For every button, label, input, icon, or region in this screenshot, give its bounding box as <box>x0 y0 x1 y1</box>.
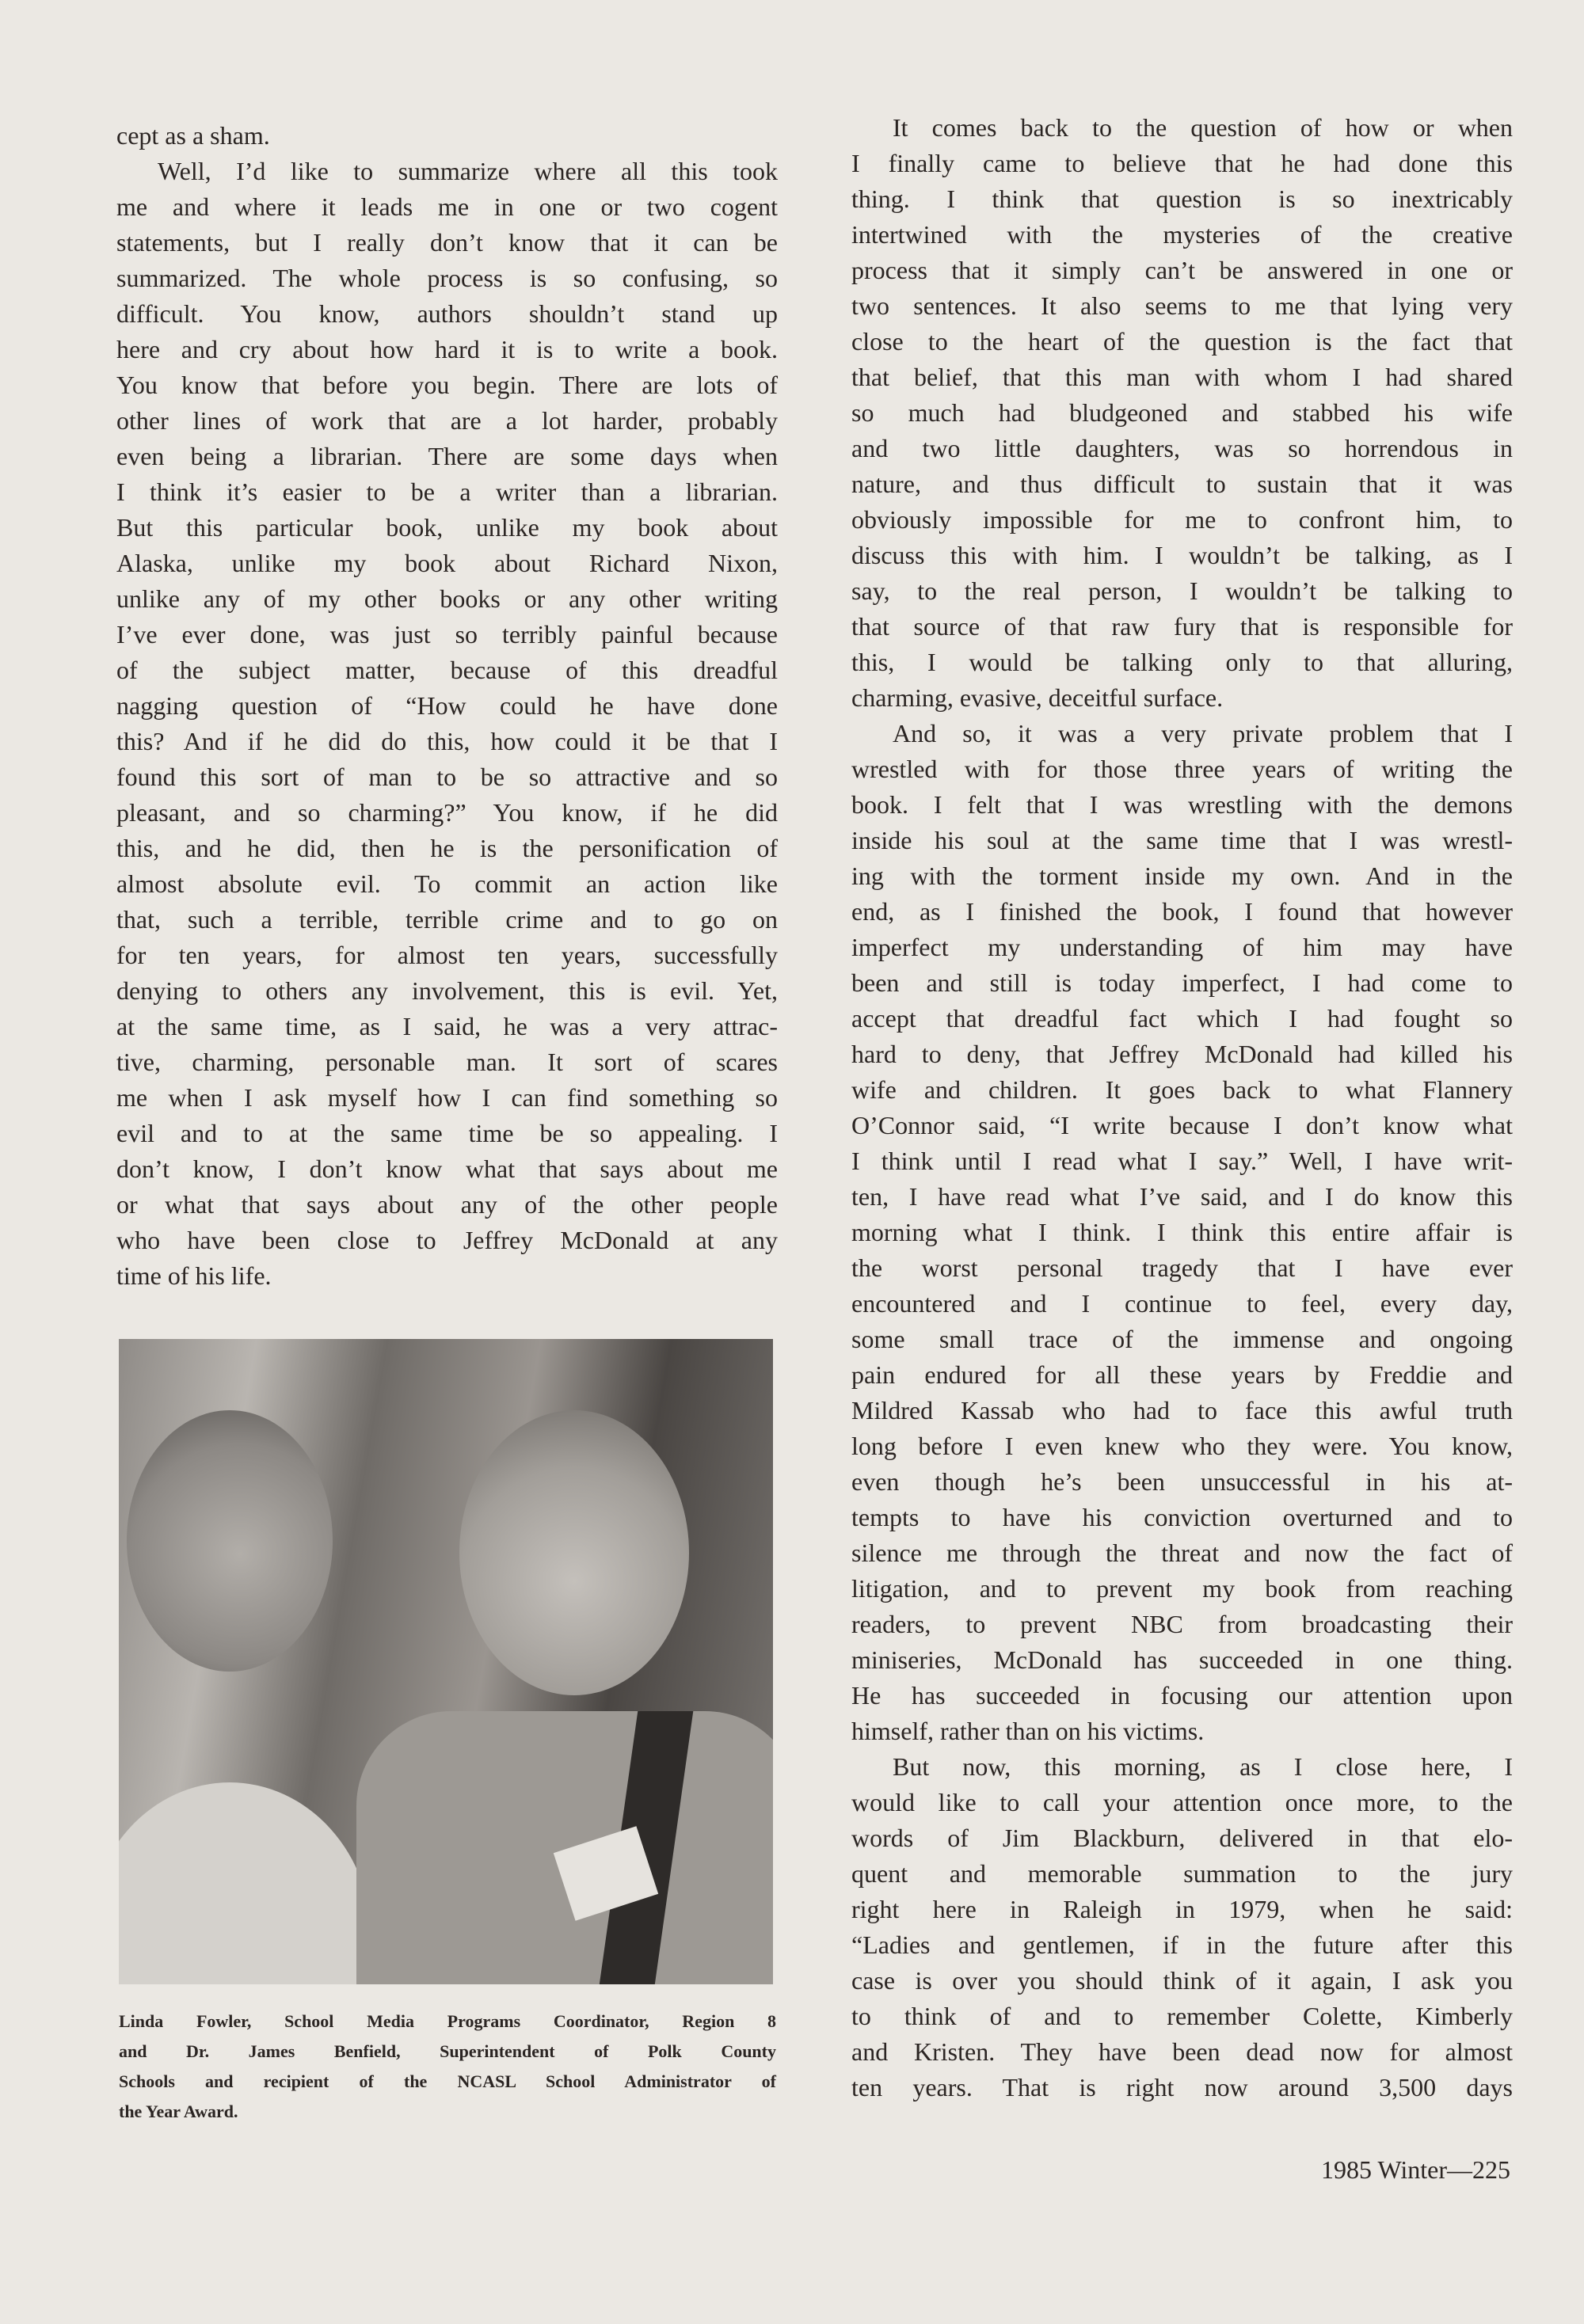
paragraph <box>851 1749 1513 2105</box>
text-line: statements, but I really don’t know that it can be <box>116 228 778 257</box>
paragraph <box>116 118 778 154</box>
text-line: It comes back to the question of how or when <box>893 113 1513 142</box>
text-line: for ten years, for almost ten years, successfully <box>116 941 778 969</box>
text-line: so much had bludgeoned and stabbed his wife <box>851 398 1513 427</box>
text-line: or what that says about any of the other people <box>116 1190 778 1219</box>
text-line: who have been close to Jeffrey McDonald at any <box>116 1226 778 1254</box>
text-line: ing with the torment inside my own. And in the <box>851 862 1513 890</box>
text-line: O’Connor said, “I write because I don’t know what <box>851 1111 1513 1139</box>
text-line: of the subject matter, because of this dreadful <box>116 656 778 684</box>
text-line: case is over you should think of it again, I ask you <box>851 1966 1513 1995</box>
text-line: quent and memorable summation to the jury <box>851 1859 1513 1888</box>
text-line: morning what I think. I think this entire affair is <box>851 1218 1513 1246</box>
woman-figure <box>127 1410 333 1672</box>
text-line: But this particular book, unlike my book about <box>116 513 778 542</box>
caption-line: Linda Fowler, School Media Programs Coordinator, Region 8 <box>119 2011 776 2031</box>
caption-line: the Year Award. <box>119 2101 238 2121</box>
text-line: litigation, and to prevent my book from reaching <box>851 1574 1513 1603</box>
text-line: intertwined with the mysteries of the creative <box>851 220 1513 249</box>
text-line: He has succeeded in focusing our attention upon <box>851 1681 1513 1710</box>
text-line: nagging question of “How could he have done <box>116 691 778 720</box>
text-line: this? And if he did do this, how could it be that I <box>116 727 778 755</box>
text-line: denying to others any involvement, this is evil. Yet, <box>116 976 778 1005</box>
text-line: been and still is today imperfect, I had come to <box>851 968 1513 997</box>
text-line: unlike any of my other books or any other writing <box>116 584 778 613</box>
text-line: thing. I think that question is so inextricably <box>851 184 1513 213</box>
text-line: Mildred Kassab who had to face this awful truth <box>851 1396 1513 1424</box>
text-line: pain endured for all these years by Freddie and <box>851 1360 1513 1389</box>
text-line: ten, I have read what I’ve said, and I do know this <box>851 1182 1513 1211</box>
text-line: tempts to have his conviction overturned and to <box>851 1503 1513 1531</box>
text-line: himself, rather than on his victims. <box>851 1717 1205 1745</box>
text-line: “Ladies and gentlemen, if in the future after this <box>851 1930 1513 1959</box>
text-line: evil and to at the same time be so appealing. I <box>116 1119 778 1147</box>
text-line: time of his life. <box>116 1261 272 1290</box>
text-line: summarized. The whole process is so confusing, so <box>116 264 778 292</box>
text-line: at the same time, as I said, he was a very attrac- <box>116 1012 778 1040</box>
text-line: me and where it leads me in one or two cogent <box>116 192 778 221</box>
paragraph <box>851 110 1513 716</box>
right-text-column <box>851 110 1513 2105</box>
text-line: cept as a sham. <box>116 121 270 150</box>
text-line: discuss this with him. I wouldn’t be talking, as I <box>851 541 1513 569</box>
text-line: this, and he did, then he is the personification of <box>116 834 778 862</box>
page-footer: 1985 Winter—225 <box>1321 2155 1510 2184</box>
text-line: end, as I finished the book, I found that however <box>851 897 1513 926</box>
text-line: I think until I read what I say.” Well, I have writ- <box>851 1147 1513 1175</box>
text-line: say, to the real person, I wouldn’t be talking to <box>851 576 1513 605</box>
text-line: difficult. You know, authors shouldn’t stand up <box>116 299 778 328</box>
text-line: and Kristen. They have been dead now for almost <box>851 2037 1513 2066</box>
text-line: almost absolute evil. To commit an action like <box>116 869 778 898</box>
paragraph <box>851 716 1513 1749</box>
text-line: that belief, that this man with whom I had shared <box>851 363 1513 391</box>
caption-line: Schools and recipient of the NCASL School Administrator of <box>119 2071 776 2091</box>
man-suit <box>356 1711 773 1984</box>
text-line: charming, evasive, deceitful surface. <box>851 683 1224 712</box>
text-line: wife and children. It goes back to what Flannery <box>851 1075 1513 1104</box>
text-line: here and cry about how hard it is to write a book. <box>116 335 778 363</box>
text-line: the worst personal tragedy that I have ever <box>851 1253 1513 1282</box>
text-line: to think of and to remember Colette, Kimberly <box>851 2002 1513 2030</box>
text-line: You know that before you begin. There are lots of <box>116 371 778 399</box>
text-line: silence me through the threat and now the fact of <box>851 1539 1513 1567</box>
text-line: I finally came to believe that he had done this <box>851 149 1513 177</box>
text-line: encountered and I continue to feel, every day, <box>851 1289 1513 1318</box>
text-line: And so, it was a very private problem that I <box>893 719 1513 747</box>
text-line: Alaska, unlike my book about Richard Nixon, <box>116 549 778 577</box>
text-line: other lines of work that are a lot harder, probably <box>116 406 778 435</box>
text-line: even being a librarian. There are some days when <box>116 442 778 470</box>
text-line: accept that dreadful fact which I had fought so <box>851 1004 1513 1033</box>
text-line: found this sort of man to be so attractive and so <box>116 763 778 791</box>
text-line: book. I felt that I was wrestling with the demons <box>851 790 1513 819</box>
text-line: two sentences. It also seems to me that lying very <box>851 291 1513 320</box>
man-figure <box>459 1410 689 1695</box>
text-line: would like to call your attention once more, to the <box>851 1788 1513 1816</box>
woman-shoulder <box>119 1782 372 1984</box>
text-line: that source of that raw fury that is responsible for <box>851 612 1513 641</box>
text-line: But now, this morning, as I close here, I <box>893 1752 1513 1781</box>
text-line: words of Jim Blackburn, delivered in that elo- <box>851 1824 1513 1852</box>
text-line: right here in Raleigh in 1979, when he said: <box>851 1895 1513 1923</box>
text-line: and two little daughters, was so horrendous in <box>851 434 1513 462</box>
left-text-column <box>116 118 778 1294</box>
text-line: pleasant, and so charming?” You know, if he did <box>116 798 778 827</box>
text-line: readers, to prevent NBC from broadcasting their <box>851 1610 1513 1638</box>
photo-caption <box>119 2006 776 2127</box>
text-line: ten years. That is right now around 3,500 days <box>851 2073 1513 2101</box>
text-line: miniseries, McDonald has succeeded in one thing. <box>851 1645 1513 1674</box>
text-line: tive, charming, personable man. It sort of scares <box>116 1048 778 1076</box>
text-line: this, I would be talking only to that alluring, <box>851 648 1513 676</box>
text-line: imperfect my understanding of him may have <box>851 933 1513 961</box>
text-line: inside his soul at the same time that I was wrestl- <box>851 826 1513 854</box>
text-line: even though he’s been unsuccessful in his at- <box>851 1467 1513 1496</box>
photo-linda-fowler-james-benfield <box>119 1339 773 1984</box>
text-line: wrestled with for those three years of writing the <box>851 755 1513 783</box>
text-line: obviously impossible for me to confront him, to <box>851 505 1513 534</box>
text-line: I’ve ever done, was just so terribly painful because <box>116 620 778 649</box>
text-line: don’t know, I don’t know what that says about me <box>116 1154 778 1183</box>
text-line: that, such a terrible, terrible crime and to go on <box>116 905 778 934</box>
text-line: I think it’s easier to be a writer than a librarian. <box>116 477 778 506</box>
text-line: process that it simply can’t be answered in one or <box>851 256 1513 284</box>
text-line: Well, I’d like to summarize where all this took <box>158 157 778 185</box>
text-line: long before I even knew who they were. You know, <box>851 1432 1513 1460</box>
paragraph <box>116 154 778 1294</box>
text-line: me when I ask myself how I can find something so <box>116 1083 778 1112</box>
text-line: close to the heart of the question is the fact that <box>851 327 1513 356</box>
text-line: nature, and thus difficult to sustain that it was <box>851 470 1513 498</box>
caption-line: and Dr. James Benfield, Superintendent of Polk County <box>119 2041 776 2061</box>
text-line: hard to deny, that Jeffrey McDonald had killed his <box>851 1040 1513 1068</box>
text-line: some small trace of the immense and ongoing <box>851 1325 1513 1353</box>
